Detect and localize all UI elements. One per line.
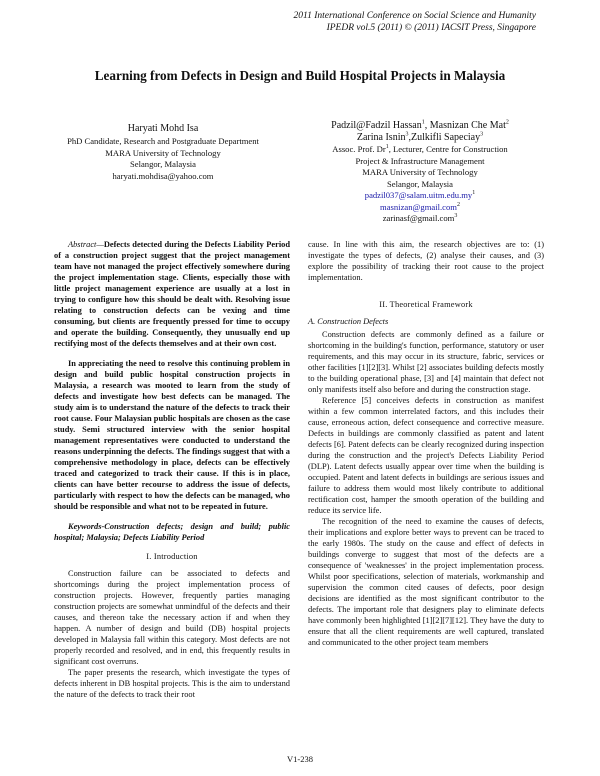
- framework-paragraph-3: The recognition of the need to examine the causes of defects, their implications and explore better ways to prevent can be traced to the early 1980s. The study on the cause and effect of defects in buildings converge to suggest that most of the defects are a consequence of 'weaknesses' in the project implementation process. Whilst poor specifications, selection of materials, workmanship and supervision the common cited causes of defects, poor design decisions are identified as the most significant contributor to the defects. The important role that designers play to eliminate defects have commonly been highlighted [1][2][7][12]. They have the duty to ensure that all the client requirements are well captured, translated and communicated to the other project team members: [308, 517, 544, 647]
- page-number: V1-238: [287, 754, 313, 764]
- affiliation-line-3: MARA University of Technology: [362, 167, 478, 177]
- framework-paragraph-1: Construction defects are commonly defined as a failure or shortcoming in the building's function, performance, statutory or user requirements, and this may occur in its structure, fabric, services or other facilities [1][2][3]. Whilst [2] associates building defects mostly to the building operational phase, [3] and [4] maintain that defect not only manifests itself also before and during the construction stage.: [308, 330, 544, 394]
- continued-paragraph: cause. In line with this aim, the research objectives are to: (1) investigate the types of defects, (2) analyse their causes, and (3) explore the possibility of tracking their root cause to the project implementation.: [308, 240, 544, 282]
- keywords: Keywords-Construction defects; design and build; public hospital; Malaysia; Defects Liability Period: [54, 522, 290, 542]
- intro-paragraph-1: Construction failure can be associated to defects and shortcomings during the project implementation process of construction projects. However, frequently parties managing construction projects are somewhat unmindful of the defects and their causes, and thereon take the necessary action if and when they happen. A number of design and build (DB) hospital projects developed in Malaysia fall within this category. Most defects are not properly recorded and resolved, and in end, this frequently results in significant cost overruns.: [54, 569, 290, 666]
- right-column: [308, 239, 544, 648]
- author-name: Haryati Mohd Isa: [127, 123, 199, 134]
- affiliation-line-1: Assoc. Prof. Dr$^1$, Lecturer, Centre for Construction: [332, 144, 508, 154]
- framework-paragraph-2: Reference [5] conceives defects in construction as manifest within a few common interrelated factors, and this includes their cause, erroneous action, defect consequence and corrective measure. Defects in buildings are commonly classified as patent and latent defects [6]. Patent defects can be clearly recognized during inspection during the construction and the project's Defects Liability Period (DLP). Latent defects usually appear over time when the building is occupied. Patent and latent defects in buildings are serious issues and failure to address them would most likely contribute to additional rectification cost, hamper the smooth operation of the building and reduce its service life.: [308, 396, 544, 515]
- running-header: [294, 10, 536, 34]
- author-block-right: [300, 120, 540, 225]
- left-column: [54, 239, 290, 700]
- author-names-line-2: Zarina Isnin$^3$,Zulkifli Sapeciay$^3$: [356, 131, 484, 143]
- affiliation-line-4: Selangor, Malaysia: [386, 178, 453, 189]
- email-link-1[interactable]: $padzil037@salam.uitm.edu.my^1$: [364, 190, 476, 200]
- email-3: zarinasf@gmail.com$^3$: [382, 213, 458, 223]
- abstract-paragraph-1: Abstract—Defects detected during the Defects Liability Period of a construction project suggest that the project management team have not managed the project effectively somewhere during the project implementation stage. Clients, especially those with little project management experience are usually at a lost in trying to configure how this should be dealt with. Resolving issue relating to construction defects can be vexing and time consuming, but clients are frequently pressed for time to occupy and operate the building. Consequently, they unusually end up rectifying most of the defects themselves and at their own cost.: [54, 240, 290, 348]
- email-link-2[interactable]: masnizan@gmail.com$^2$: [380, 201, 460, 212]
- intro-paragraph-2: The paper presents the research, which investigate the types of defects inherent in DB hospital projects. This is the aim to understand the nature of the defects to track their root: [54, 668, 290, 699]
- subsection-a-heading: A. Construction Defects: [308, 317, 389, 326]
- author-block-left: [48, 122, 278, 182]
- author-affiliation-2: MARA University of Technology: [105, 147, 221, 158]
- author-names-line-1: Padzil@Fadzil Hassan$^1$, Masnizan Che Mat$^2$: [331, 119, 509, 131]
- author-affiliation-3: Selangor, Malaysia: [129, 159, 196, 169]
- author-email: haryati.mohdisa@yahoo.com: [112, 170, 214, 181]
- paper-title: Learning from Defects in Design and Build Hospital Projects in Malaysia: [94, 68, 506, 83]
- affiliation-line-2: Project & Infrastructure Management: [355, 155, 485, 166]
- conference-line: 2011 International Conference on Social Science and Humanity: [293, 11, 536, 21]
- section-1-heading: I. Introduction: [146, 552, 198, 561]
- proceedings-line: IPEDR vol.5 (2011) © (2011) IACSIT Press, Singapore: [326, 23, 536, 33]
- abstract-paragraph-2: In appreciating the need to resolve this continuing problem in design and build public hospital construction projects in Malaysia, a research was mooted to learn from the study of defects and investigate how best defects can be managed. The study aim is to understand the nature of the defects to track their root cause. Four Malaysian public hospitals are chosen as the case study. Semi structured interview with the senior hospital management representatives were conducted to understand the reasons underpinning the defects. The findings suggest that with a comprehensive methodology in place, defects can be effectively traced and categorized to track their cause. If this is in place, clients can have better recourse to address the issue of defects, particularly with respect to how the defects can be managed, who should be responsible and what not to be repeated in future.: [54, 359, 290, 511]
- author-affiliation-1: PhD Candidate, Research and Postgraduate Department: [67, 136, 259, 146]
- section-2-heading: II. Theoretical Framework: [379, 300, 473, 309]
